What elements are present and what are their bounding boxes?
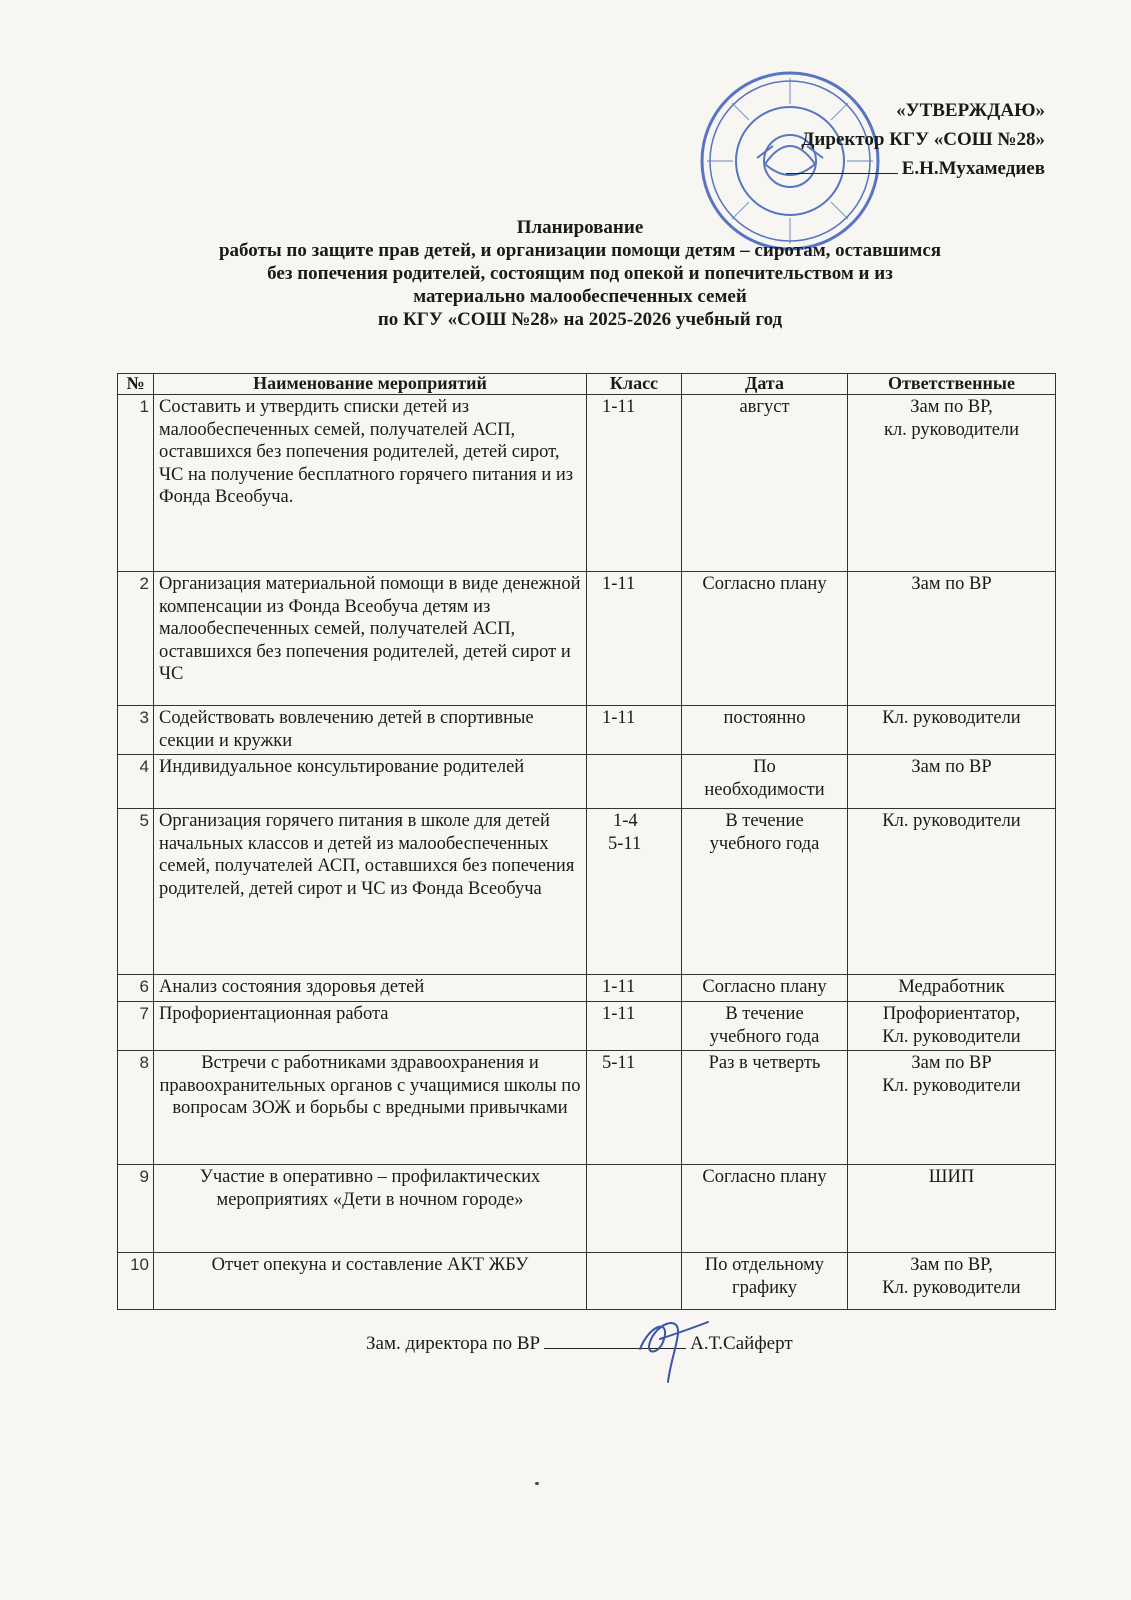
responsible-value: Зам по ВР — [911, 1053, 992, 1073]
header-num: № — [118, 374, 154, 395]
date-value: Согласно плану — [702, 1167, 827, 1187]
row-num: 8 — [118, 1051, 154, 1165]
row-num: 10 — [118, 1253, 154, 1310]
table-row — [118, 1051, 1056, 1165]
table-row — [118, 809, 1056, 975]
table-row — [118, 1002, 1056, 1051]
row-class — [587, 755, 682, 809]
responsible-value: Кл. руководители — [882, 811, 1021, 831]
row-date — [682, 975, 848, 1002]
row-num: 4 — [118, 755, 154, 809]
responsible-value: Зам по ВР — [911, 574, 992, 594]
date-value: Раз в четверть — [708, 1053, 821, 1073]
row-num: 1 — [118, 395, 154, 572]
responsible-value: Зам по ВР — [911, 757, 992, 777]
table-row — [118, 706, 1056, 755]
row-class — [587, 572, 682, 706]
table-row — [118, 395, 1056, 572]
row-responsible — [848, 706, 1056, 755]
document-title — [120, 216, 1040, 331]
date-value: По отдельному — [704, 1255, 825, 1275]
approval-block — [786, 96, 1045, 183]
class-value: 1-11 — [602, 1004, 636, 1024]
responsible-value: Зам по ВР, — [910, 397, 993, 417]
row-name: Организация горячего питания в школе для детей начальных классов и детей из малообеспеченных семей, получателей АСП, оставшихся без попечения родителей, детей сирот и ЧС из Фонда Всеобуча — [154, 809, 587, 975]
row-num: 9 — [118, 1165, 154, 1253]
row-num: 5 — [118, 809, 154, 975]
footer-name: А.Т.Сайферт — [690, 1333, 793, 1354]
class-value: 1-11 — [602, 397, 636, 417]
row-class — [587, 706, 682, 755]
row-responsible — [848, 1253, 1056, 1310]
row-name: Анализ состояния здоровья детей — [154, 975, 587, 1002]
plan-table — [117, 373, 1056, 1310]
responsible-value: Кл. руководители — [882, 1026, 1021, 1047]
footer-signature-block — [366, 1332, 793, 1355]
approval-signature-line — [786, 154, 1045, 183]
row-responsible — [848, 1165, 1056, 1253]
row-class — [587, 1051, 682, 1165]
row-date — [682, 572, 848, 706]
handwritten-signature-icon — [620, 1294, 712, 1384]
row-responsible — [848, 1002, 1056, 1051]
title-line-5: по КГУ «СОШ №28» на 2025-2026 учебный год — [377, 309, 783, 330]
responsible-value: ШИП — [928, 1167, 975, 1187]
row-num: 6 — [118, 975, 154, 1002]
approval-director-title: Директор КГУ «СОШ №28» — [801, 129, 1045, 150]
director-signature-blank — [786, 173, 898, 174]
class-value: 5-11 — [602, 1053, 636, 1073]
row-name: Индивидуальное консультирование родителей — [154, 755, 587, 809]
row-date — [682, 755, 848, 809]
table-row — [118, 572, 1056, 706]
table-row — [118, 975, 1056, 1002]
row-date — [682, 706, 848, 755]
row-name: Профориентационная работа — [154, 1002, 587, 1051]
row-date — [682, 1051, 848, 1165]
class-value: 5-11 — [608, 833, 642, 854]
date-value: учебного года — [709, 1026, 820, 1047]
title-line-4: материально малообеспеченных семей — [413, 286, 747, 307]
row-name: Организация материальной помощи в виде денежной компенсации из Фонда Всеобуча детям из малообеспеченных семей, получателей АСП, оставшихся без попечения родителей, детей сирот и ЧС — [154, 572, 587, 706]
approval-heading: «УТВЕРЖДАЮ» — [896, 100, 1045, 121]
row-num: 2 — [118, 572, 154, 706]
date-value: В течение — [725, 1004, 804, 1024]
row-responsible — [848, 1051, 1056, 1165]
row-name: Содействовать вовлечению детей в спортивные секции и кружки — [154, 706, 587, 755]
table-row — [118, 1253, 1056, 1310]
class-value: 1-11 — [602, 574, 636, 594]
class-value: 1-11 — [602, 708, 636, 728]
row-name: Отчет опекуна и составление АКТ ЖБУ — [154, 1253, 587, 1310]
row-name: Участие в оперативно – профилактических мероприятиях «Дети в ночном городе» — [154, 1165, 587, 1253]
table-row — [118, 1165, 1056, 1253]
row-responsible — [848, 572, 1056, 706]
row-class — [587, 395, 682, 572]
row-class — [587, 809, 682, 975]
responsible-value: Медработник — [898, 977, 1005, 997]
row-name: Составить и утвердить списки детей из малообеспеченных семей, получателей АСП, оставшихся без попечения родителей, детей сирот, ЧС на получение бесплатного горячего питания и из Фонда Всеобуча. — [154, 395, 587, 572]
row-num: 7 — [118, 1002, 154, 1051]
table-row — [118, 755, 1056, 809]
class-value: 1-4 — [613, 811, 638, 831]
date-value: Согласно плану — [702, 574, 827, 594]
footer-position: Зам. директора по ВР — [366, 1333, 541, 1354]
table-header-row — [118, 374, 1056, 395]
responsible-value: Профориентатор, — [882, 1004, 1021, 1024]
row-class — [587, 1002, 682, 1051]
date-value: Согласно плану — [702, 977, 827, 997]
date-value: В течение — [725, 811, 804, 831]
header-class: Класс — [587, 374, 682, 395]
date-value: По — [753, 757, 776, 777]
header-name: Наименование мероприятий — [154, 374, 587, 395]
stray-mark — [535, 1482, 539, 1485]
approval-director-name: Е.Н.Мухамедиев — [901, 158, 1045, 179]
title-line-3: без попечения родителей, состоящим под опекой и попечительством и из — [267, 263, 893, 284]
date-value: графику — [732, 1277, 797, 1298]
responsible-value: кл. руководители — [883, 419, 1020, 440]
title-line-1: Планирование — [516, 217, 644, 238]
date-value: август — [739, 397, 790, 417]
date-value: постоянно — [723, 708, 806, 728]
row-responsible — [848, 395, 1056, 572]
row-responsible — [848, 809, 1056, 975]
responsible-value: Кл. руководители — [882, 1277, 1021, 1298]
row-date — [682, 395, 848, 572]
header-responsible: Ответственные — [848, 374, 1056, 395]
row-num: 3 — [118, 706, 154, 755]
responsible-value: Зам по ВР, — [910, 1255, 993, 1275]
responsible-value: Кл. руководители — [882, 1075, 1021, 1096]
date-value: учебного года — [709, 833, 820, 854]
row-date — [682, 1002, 848, 1051]
row-class — [587, 975, 682, 1002]
row-responsible — [848, 755, 1056, 809]
row-responsible — [848, 975, 1056, 1002]
row-name: Встречи с работниками здравоохранения и правоохранительных органов с учащимися школы по вопросам ЗОЖ и борьбы с вредными привычками — [154, 1051, 587, 1165]
title-line-2: работы по защите прав детей, и организации помощи детям – сиротам, оставшимся — [218, 240, 942, 261]
class-value: 1-11 — [602, 977, 636, 997]
date-value: необходимости — [704, 779, 825, 800]
row-date — [682, 809, 848, 975]
row-date — [682, 1165, 848, 1253]
row-class — [587, 1165, 682, 1253]
header-date: Дата — [682, 374, 848, 395]
responsible-value: Кл. руководители — [882, 708, 1021, 728]
